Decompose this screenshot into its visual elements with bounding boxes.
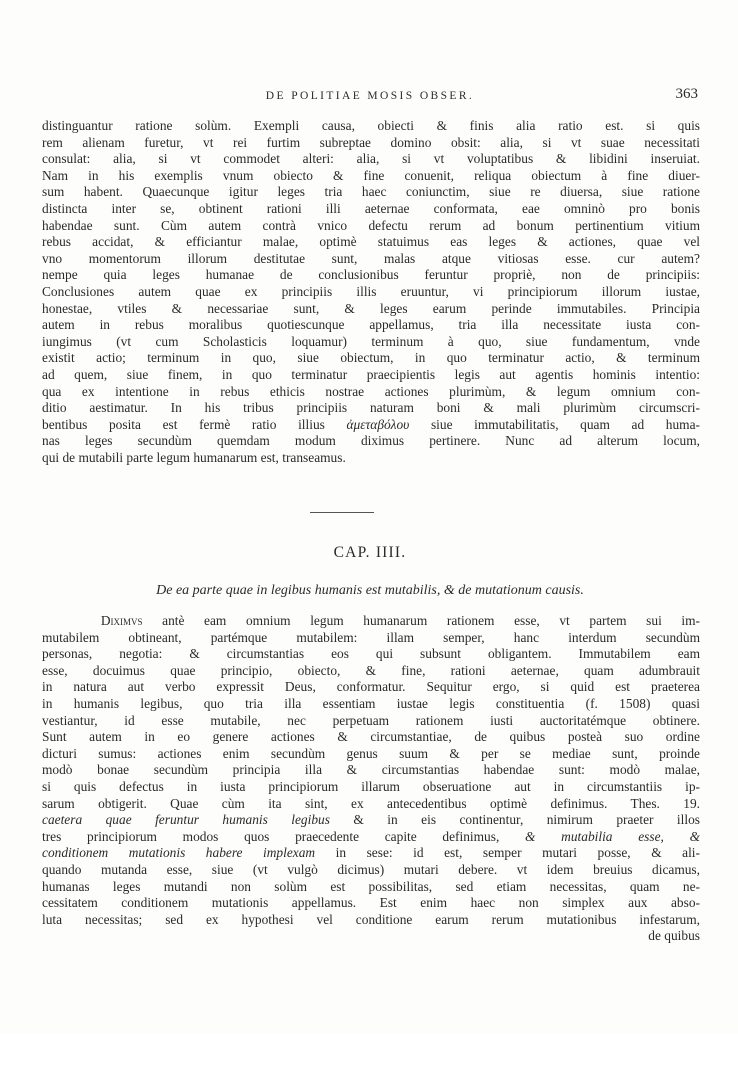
text-line-last: qui de mutabili parte legum humanarum est, transeamus. xyxy=(42,449,346,465)
italic-phrase: & mutabilia esse, & xyxy=(525,828,700,844)
greek-word: ἀμεταβόλου xyxy=(346,416,410,432)
text-line: personas, negotia: & circumstantias eos qui subsunt obligantem. Immutabilem eam xyxy=(42,646,700,662)
text-line: nas leges secundùm quemdam modum diximus pertinere. Nunc ad alterum locum, xyxy=(42,433,700,449)
text-fragment: bentibus posita est fermè ratio illius xyxy=(42,416,347,432)
text-fragment: tres principiorum modos quos praecedente capite definimus, xyxy=(42,828,526,844)
body-text-section-2 xyxy=(42,613,700,945)
text-line: existit actio; terminum in quo, siue obiectum, in quo terminatur actio, & terminum xyxy=(42,350,700,366)
italic-phrase: conditionem mutationis habere implexam xyxy=(42,845,316,861)
text-line: autem in rebus moralibus quotiescunque appellamus, tria illa necessitate iusta con- xyxy=(42,317,700,333)
text-line: vestiantur, id esse mutabile, nec perpetuam rationem iusti auctoritatémque obtinere. xyxy=(42,712,700,728)
text-line: esse, docuimus quae principio, obiecto, & fine, rationi aeternae, quam adumbrauit xyxy=(42,662,700,678)
section-divider xyxy=(310,512,374,513)
text-line-italic xyxy=(42,829,700,846)
catchword: de quibus xyxy=(648,928,700,944)
text-line: si quis defectus in iusta principiorum illarum obseruatione aut in circumstantiis ip- xyxy=(42,778,700,794)
text-line: qua ex intentione in rebus ethicis nostrae actiones plurimùm, & legum omnium con- xyxy=(42,383,700,399)
chapter-title: CAP. IIII. xyxy=(333,544,407,561)
text-line: honestae, vtiles & necessariae sunt, & leges earum perinde immutabiles. Principia xyxy=(42,300,700,316)
text-fragment: & in eis continentur, nimirum praeter illos xyxy=(329,812,700,828)
text-line: modò bonae secundùm principia illa & circumstantias habendae sunt: modò malae, xyxy=(42,762,700,778)
text-fragment: in sese: id est, semper mutari posse, & ali- xyxy=(315,845,700,861)
text-line: iungimus (vt cum Scholasticis loquamur) terminum à quo, siue fundamentum, vnde xyxy=(42,333,700,349)
text-line: Conclusiones autem quae ex principiis illis eruuntur, vi principiorum illorum iustae, xyxy=(42,283,700,299)
body-text-section-1 xyxy=(42,118,700,466)
page-number: 363 xyxy=(675,86,698,102)
italic-phrase: caetera quae feruntur humanis legibus xyxy=(42,812,330,828)
text-line: vno momentorum illorum destitutae sunt, malas atque vitiosas esse. cur autem? xyxy=(42,250,700,266)
text-line: luta necessitas; sed ex hypothesi vel conditione earum rerum mutationibus infestarum, xyxy=(42,911,700,927)
text-line: in natura aut verbo expressit Deus, conformatur. Sequitur ergo, si quid est praeterea xyxy=(42,679,700,695)
text-line: Sunt autem in eo genere actiones & circumstantiae, de quibus posteà suo ordine xyxy=(42,729,700,745)
text-line-italic xyxy=(42,845,700,862)
text-line: sarum obtigerit. Quae cùm ita sint, ex antecedentibus optimè definimus. Thes. 19. xyxy=(42,795,700,811)
text-line: ad quem, siue finem, in quo terminatur praecipientis legis aut agentis hominis intentio: xyxy=(42,366,700,382)
opening-word: Diximvs xyxy=(100,613,143,628)
text-line: sum habent. Quaecunque igitur leges tria haec coniunctim, siue re diuersa, siue ratione xyxy=(42,184,700,200)
text-line: consulat: alia, si vt commodet alteri: alia, si vt voluptatibus & libidini inseruiat. xyxy=(42,151,700,167)
text-line: ditio aestimatur. In his tribus principiis naturam boni & mali plurimùm circumscri- xyxy=(42,400,700,416)
text-line-first xyxy=(42,613,700,630)
text-line: cessitatem conditionem mutationis appellamus. Est enim haec non simplex aux abso- xyxy=(42,895,700,911)
running-head: DE POLITIAE MOSIS OBSER. xyxy=(265,90,475,102)
text-line: nempe quia leges humanae de conclusionibus feruntur propriè, non de principiis: xyxy=(42,267,700,283)
page-bottom-margin xyxy=(0,1034,738,1068)
text-line: mutabilem obtineant, partémque mutabilem: illam semper, hanc interdum secundùm xyxy=(42,629,700,645)
text-line-greek xyxy=(42,417,700,434)
text-line: rem alienam furetur, vt rei furtim subreptae domino obsit: alia, si vt suae necessitati xyxy=(42,134,700,150)
text-line: dicturi sumus: actiones enim secundùm genus suum & per se mediae sunt, proinde xyxy=(42,745,700,761)
text-line: rebus accidat, & efficiantur malae, optimè statuimus eas leges & actiones, quae vel xyxy=(42,234,700,250)
text-line: humanas leges mutandi non solùm est possibilitas, sed etiam necessitas, quam ne- xyxy=(42,878,700,894)
text-line: in humanis legibus, quo tria illa essentiam iustae legis constituentia (f. 1508) quasi xyxy=(42,695,700,711)
text-line: habendae sunt. Cùm autem contrà vnico defectu rerum ad bonum pertinentium vitium xyxy=(42,217,700,233)
page-header xyxy=(42,86,698,110)
text-line: distincta inter se, obtinent rationi illi aeternae conformata, eae omninò pro bonis xyxy=(42,200,700,216)
text-fragment: siue immutabilitatis, quam ad huma- xyxy=(409,416,700,432)
text-line: quando mutanda esse, siue (vt vulgò dicimus) mutari debere. vt idem breuius dicamus, xyxy=(42,861,700,877)
text-fragment: antè eam omnium legum humanarum rationem esse, vt partem sui im- xyxy=(142,613,700,628)
chapter-subtitle: De ea parte quae in legibus humanis est mutabilis, & de mutationum causis. xyxy=(156,583,584,598)
text-line-italic xyxy=(42,812,700,829)
text-line: Nam in his exemplis vnum obiecto & fine conuenit, reliqua obiectum à fine diuer- xyxy=(42,167,700,183)
text-line: distinguantur ratione solùm. Exempli causa, obiecti & finis alia ratio est. si quis xyxy=(42,118,700,133)
